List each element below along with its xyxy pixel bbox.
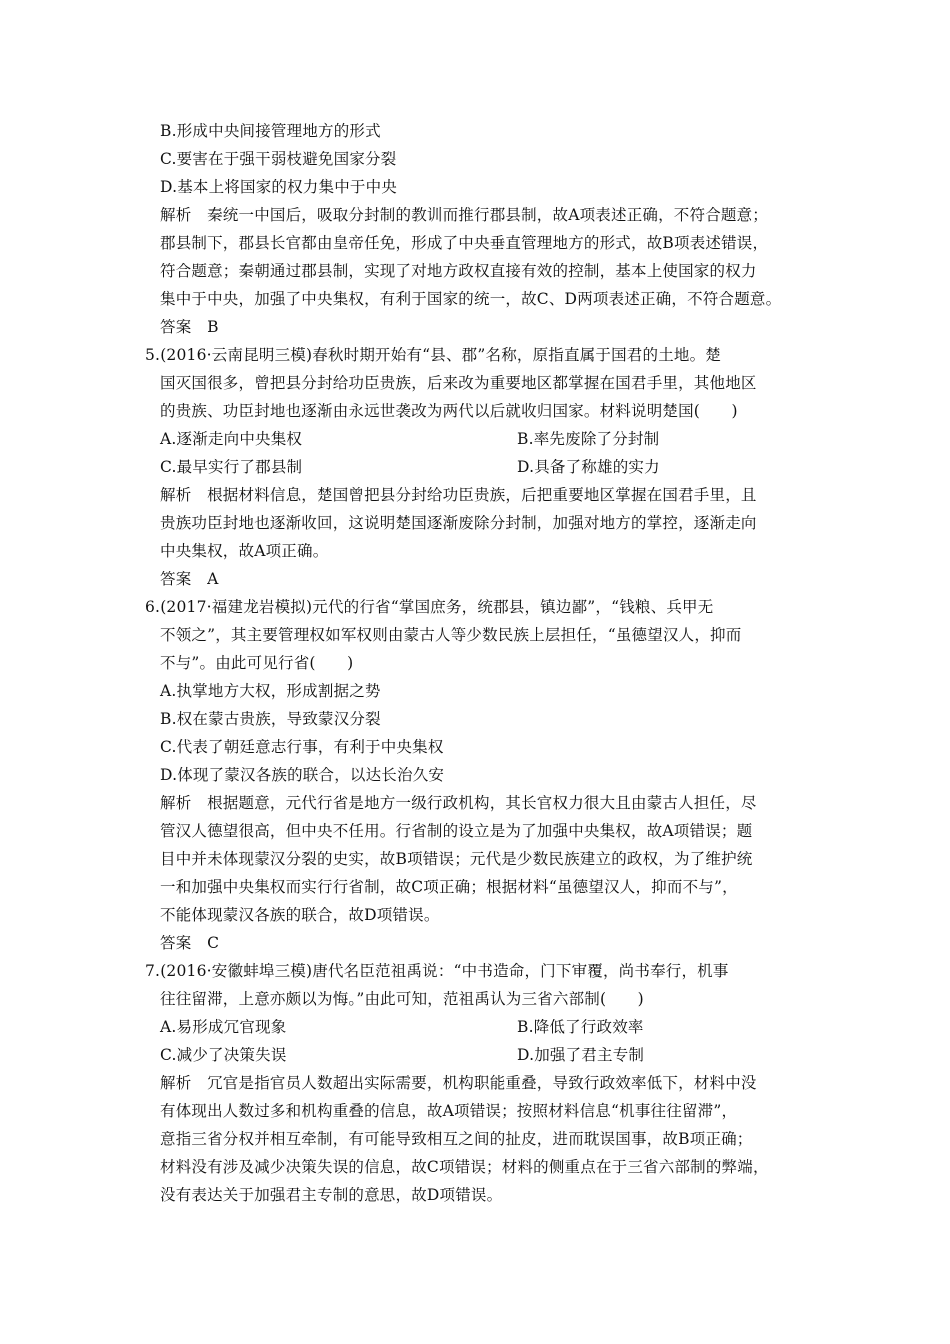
q7-analysis-line: 意指三省分权并相互牵制，有可能导致相互之间的扯皮，进而耽误国事，故B项正确；	[160, 1130, 753, 1148]
q7-analysis-line: 材料没有涉及减少决策失误的信息，故C项错误；材料的侧重点在于三省六部制的弊端，	[160, 1158, 769, 1176]
q6-stem-line: 6.(2017·福建龙岩模拟)元代的行省“掌国庶务，统郡县，镇边鄙”，“钱粮、兵甲无	[145, 598, 714, 616]
q7-stem-line: 7.(2016·安徽蚌埠三模)唐代名臣范祖禹说：“中书造命，门下审覆，尚书奉行，机事	[145, 962, 729, 980]
q4-analysis-line: 郡县制下，郡县长官都由皇帝任免，形成了中央垂直管理地方的形式，故B项表述错误，	[160, 234, 769, 252]
q4-answer: 答案 B	[160, 318, 219, 336]
q5-stem-line: 的贵族、功臣封地也逐渐由永远世袭改为两代以后就收归国家。材料说明楚国( )	[160, 402, 738, 420]
q7-option-b: B.降低了行政效率	[517, 1018, 644, 1036]
q6-option-b: B.权在蒙古贵族，导致蒙汉分裂	[160, 710, 381, 728]
q4-analysis-line: 解析 秦统一中国后，吸取分封制的教训而推行郡县制，故A项表述正确，不符合题意；	[160, 206, 768, 224]
q6-analysis-line: 一和加强中央集权而实行行省制，故C项正确；根据材料“虽德望汉人，抑而不与”，	[160, 878, 738, 896]
q5-analysis-line: 解析 根据材料信息，楚国曾把县分封给功臣贵族，后把重要地区掌握在国君手里，且	[160, 486, 757, 504]
q7-option-d: D.加强了君主专制	[517, 1046, 645, 1064]
q7-analysis-line: 没有表达关于加强君主专制的意思，故D项错误。	[160, 1186, 503, 1204]
q6-stem-line: 不与”。由此可见行省( )	[160, 654, 354, 672]
q6-stem-line: 不领之”，其主要管理权如军权则由蒙古人等少数民族上层担任，“虽德望汉人，抑而	[160, 626, 742, 644]
q7-option-a: A.易形成冗官现象	[160, 1018, 287, 1036]
q5-option-b: B.率先废除了分封制	[517, 430, 660, 448]
q6-analysis-line: 解析 根据题意，元代行省是地方一级行政机构，其长官权力很大且由蒙古人担任，尽	[160, 794, 757, 812]
q6-option-a: A.执掌地方大权，形成割据之势	[160, 682, 381, 700]
q5-analysis-line: 中央集权，故A项正确。	[160, 542, 329, 560]
q7-option-c: C.减少了决策失误	[160, 1046, 287, 1064]
q5-option-c: C.最早实行了郡县制	[160, 458, 303, 476]
q4-option-b: B.形成中央间接管理地方的形式	[160, 122, 381, 140]
q4-analysis-line: 集中于中央，加强了中央集权，有利于国家的统一，故C、D两项表述正确，不符合题意。	[160, 290, 782, 308]
q5-answer: 答案 A	[160, 570, 219, 588]
q5-option-a: A.逐渐走向中央集权	[160, 430, 303, 448]
q5-analysis-line: 贵族功臣封地也逐渐收回，这说明楚国逐渐废除分封制，加强对地方的掌控，逐渐走向	[160, 514, 757, 532]
q7-analysis-line: 有体现出人数过多和机构重叠的信息，故A项错误；按照材料信息“机事往往留滞”，	[160, 1102, 738, 1120]
q4-option-c: C.要害在于强干弱枝避免国家分裂	[160, 150, 397, 168]
q5-stem-line: 5.(2016·云南昆明三模)春秋时期开始有“县、郡”名称，原指直属于国君的土地。楚	[145, 346, 722, 364]
q7-analysis-line: 解析 冗官是指官员人数超出实际需要，机构职能重叠，导致行政效率低下，材料中没	[160, 1074, 757, 1092]
q6-analysis-line: 管汉人德望很高，但中央不任用。行省制的设立是为了加强中央集权，故A项错误；题	[160, 822, 753, 840]
q6-answer: 答案 C	[160, 934, 220, 952]
q6-option-d: D.体现了蒙汉各族的联合，以达长治久安	[160, 766, 445, 784]
q7-stem-line: 往往留滞，上意亦颇以为悔。”由此可知，范祖禹认为三省六部制( )	[160, 990, 644, 1008]
q6-option-c: C.代表了朝廷意志行事，有利于中央集权	[160, 738, 444, 756]
q6-analysis-line: 目中并未体现蒙汉分裂的史实，故B项错误；元代是少数民族建立的政权，为了维护统	[160, 850, 753, 868]
q5-option-d: D.具备了称雄的实力	[517, 458, 660, 476]
q5-stem-line: 国灭国很多，曾把县分封给功臣贵族，后来改为重要地区都掌握在国君手里，其他地区	[160, 374, 757, 392]
q4-option-d: D.基本上将国家的权力集中于中央	[160, 178, 398, 196]
q6-analysis-line: 不能体现蒙汉各族的联合，故D项错误。	[160, 906, 440, 924]
q4-analysis-line: 符合题意；秦朝通过郡县制，实现了对地方政权直接有效的控制，基本上使国家的权力	[160, 262, 757, 280]
